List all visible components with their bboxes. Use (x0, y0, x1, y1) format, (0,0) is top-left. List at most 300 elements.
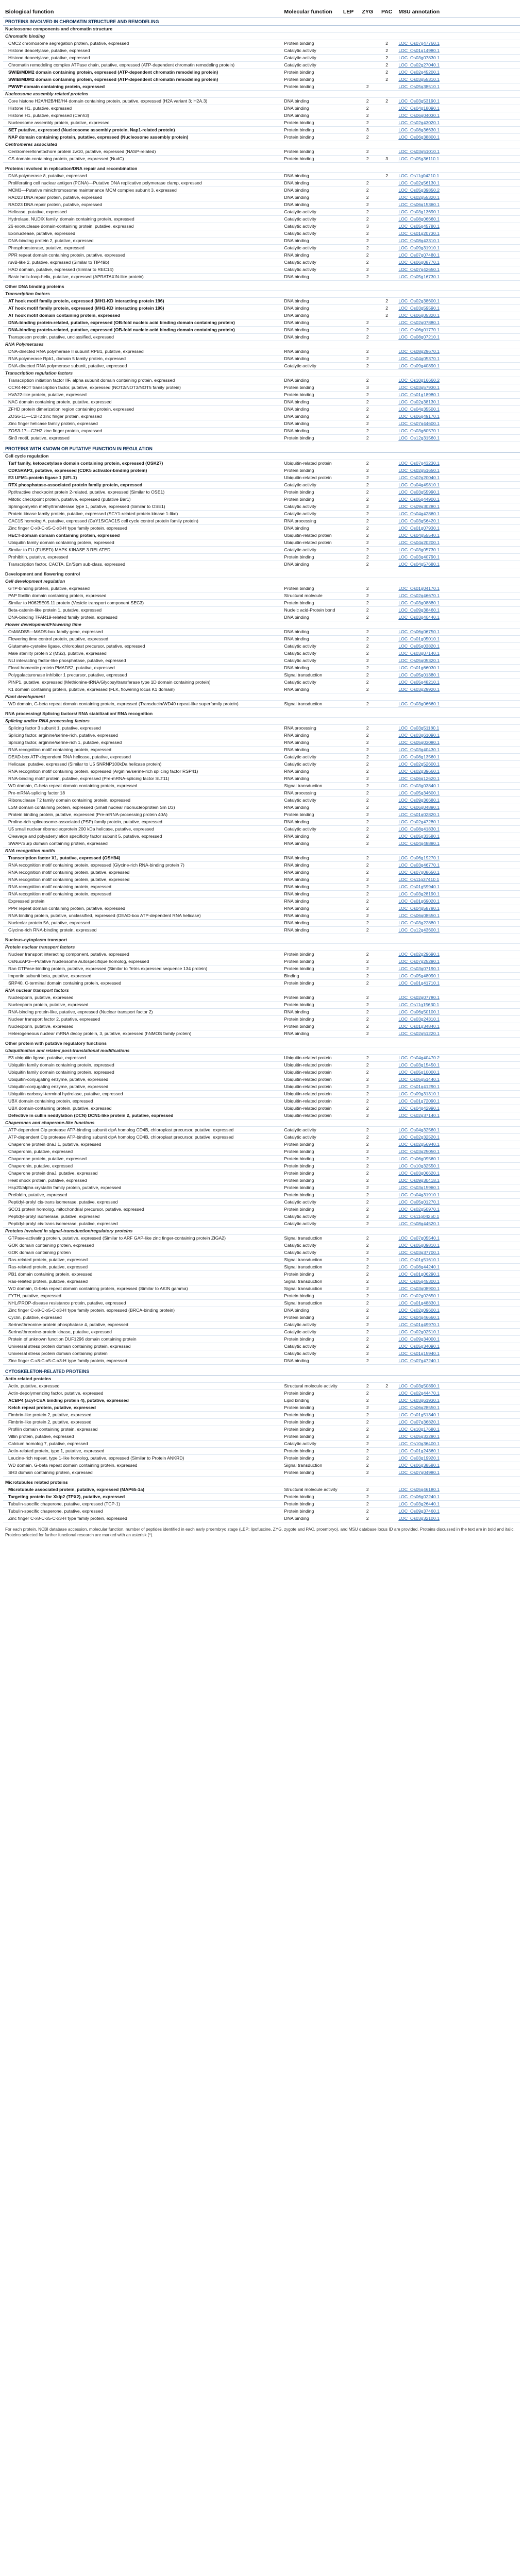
msu-annotation-cell[interactable]: LOC_Os07g36820.1 (396, 1419, 520, 1426)
pac-count-cell (377, 1278, 396, 1285)
pac-count-cell (377, 833, 396, 840)
msu-annotation-cell[interactable]: LOC_Os02g27040.1 (396, 62, 520, 69)
zyg-count-cell: 2 (358, 1002, 377, 1009)
biological-function-cell: Nucleoporin, putative, expressed (3, 1023, 282, 1030)
msu-annotation-cell[interactable]: LOC_Os06g08550.1 (396, 912, 520, 920)
msu-annotation-cell[interactable]: LOC_Os03g08900.1 (396, 1285, 520, 1293)
msu-annotation-cell[interactable]: LOC_Os04g46660.1 (396, 1314, 520, 1321)
msu-annotation-cell[interactable]: LOC_Os03g24310.1 (396, 1016, 520, 1023)
msu-annotation-cell[interactable]: LOC_Os03g26440.1 (396, 1501, 520, 1508)
msu-annotation-cell[interactable]: LOC_Os03g55990.1 (396, 489, 520, 496)
table-row (3, 869, 520, 876)
molecular-function-cell: RNA binding (282, 768, 339, 775)
msu-annotation-cell[interactable]: LOC_Os09g30418.1 (396, 1177, 520, 1184)
msu-annotation-cell[interactable]: LOC_Os03g61930.1 (396, 1397, 520, 1404)
lep-count-cell (339, 238, 358, 245)
pac-count-cell (377, 973, 396, 980)
msu-annotation-cell[interactable]: LOC_Os03g05730.1 (396, 547, 520, 554)
table-row (3, 327, 520, 334)
table-row (3, 69, 520, 76)
zyg-count-cell: 2 (358, 1329, 377, 1336)
molecular-function-cell: Signal transduction (282, 701, 339, 708)
msu-annotation-cell[interactable]: LOC_Os06g09560.1 (396, 1156, 520, 1163)
msu-annotation-cell[interactable]: LOC_Os01g48830.1 (396, 1300, 520, 1307)
msu-annotation-cell[interactable]: LOC_Os01g51340.1 (396, 1412, 520, 1419)
msu-annotation-cell[interactable]: LOC_Os05g44900.1 (396, 496, 520, 503)
biological-function-cell: Splicing factor, arginine/serine-rich 1, putative, expressed (3, 739, 282, 747)
msu-annotation-cell[interactable]: LOC_Os02g51650.1 (396, 467, 520, 474)
msu-annotation-cell[interactable]: LOC_Os10g16660.2 (396, 377, 520, 384)
msu-annotation-cell[interactable]: LOC_Os08g43310.1 (396, 238, 520, 245)
msu-annotation-cell[interactable]: LOC_Os10g17680.1 (396, 1426, 520, 1433)
table-row (3, 230, 520, 238)
zyg-count-cell: 2 (358, 1285, 377, 1293)
pac-count-cell (377, 420, 396, 428)
table-row (3, 1127, 520, 1134)
msu-annotation-cell[interactable]: LOC_Os05g01270.1 (396, 1199, 520, 1206)
msu-annotation-cell[interactable]: LOC_Os05g05320.1 (396, 657, 520, 665)
msu-annotation-cell[interactable]: LOC_Os03g15960.1 (396, 1184, 520, 1192)
msu-annotation-cell[interactable]: LOC_Os09g30280.1 (396, 503, 520, 511)
table-row (3, 1257, 520, 1264)
molecular-function-cell: Catalytic activity (282, 503, 339, 511)
msu-annotation-cell[interactable]: LOC_Os05g01380.1 (396, 672, 520, 679)
msu-annotation-cell[interactable]: LOC_Os09g31310.1 (396, 1091, 520, 1098)
msu-annotation-cell[interactable]: LOC_Os07g04980.1 (396, 1469, 520, 1477)
lep-count-cell (339, 725, 358, 732)
msu-annotation-cell[interactable]: LOC_Os01g51610.1 (396, 1257, 520, 1264)
msu-annotation-cell[interactable]: LOC_Os02g47280.1 (396, 819, 520, 826)
biological-function-cell: ZOS3-17—C2H2 zinc finger protein, expressed (3, 428, 282, 435)
pac-count-cell (377, 413, 396, 420)
molecular-function-cell: DNA binding (282, 194, 339, 201)
table-row (3, 1336, 520, 1343)
lep-count-cell (339, 120, 358, 127)
lep-count-cell (339, 467, 358, 474)
subsubsection-heading-row (3, 341, 520, 348)
table-row (3, 134, 520, 141)
table-row (3, 298, 520, 305)
msu-annotation-cell[interactable]: LOC_Os04g35500.1 (396, 406, 520, 413)
biological-function-cell: NHL/PROP-disease resistance protein, putative, expressed (3, 1300, 282, 1307)
msu-annotation-cell[interactable]: LOC_Os02g52600.1 (396, 761, 520, 768)
molecular-function-cell: Signal transduction (282, 1235, 339, 1242)
msu-annotation-cell[interactable]: LOC_Os03g53190.1 (396, 98, 520, 105)
msu-annotation-cell[interactable]: LOC_Os02g50970.1 (396, 1206, 520, 1213)
msu-annotation-cell[interactable]: LOC_Os06g05320.1 (396, 312, 520, 319)
zyg-count-cell: 2 (358, 1293, 377, 1300)
zyg-count-cell: 2 (358, 701, 377, 708)
msu-annotation-cell[interactable]: LOC_Os07g47760.1 (396, 40, 520, 47)
msu-annotation-cell[interactable]: LOC_Os06g12620.1 (396, 775, 520, 783)
msu-annotation-cell[interactable]: LOC_Os03g37700.1 (396, 1249, 520, 1257)
zyg-count-cell: 2 (358, 467, 377, 474)
msu-annotation-cell[interactable]: LOC_Os07g47240.1 (396, 1358, 520, 1365)
msu-annotation-cell[interactable]: LOC_Os01g59940.1 (396, 884, 520, 891)
biological-function-cell: RAD23 DNA repair protein, putative, expressed (3, 194, 282, 201)
msu-annotation-cell[interactable]: LOC_Os04g42860.1 (396, 511, 520, 518)
molecular-function-cell: Structural molecule activity (282, 1486, 339, 1494)
lep-count-cell (339, 1105, 358, 1112)
msu-annotation-cell[interactable]: LOC_Os08g07210.1 (396, 334, 520, 341)
molecular-function-cell: Catalytic activity (282, 761, 339, 768)
msu-annotation-cell[interactable]: LOC_Os04g55540.1 (396, 532, 520, 539)
msu-annotation-cell[interactable]: LOC_Os02g56130.1 (396, 180, 520, 187)
msu-annotation-cell[interactable]: LOC_Os02g02650.1 (396, 1293, 520, 1300)
msu-annotation-cell[interactable]: LOC_Os01g41710.1 (396, 980, 520, 987)
msu-annotation-cell[interactable]: LOC_Os11g04210.1 (396, 173, 520, 180)
pac-count-cell (377, 819, 396, 826)
msu-annotation-cell[interactable]: LOC_Os06g04890.1 (396, 804, 520, 811)
lep-count-cell (339, 672, 358, 679)
table-row (3, 209, 520, 216)
msu-annotation-cell[interactable]: LOC_Os01g02820.1 (396, 811, 520, 819)
msu-annotation-cell[interactable]: LOC_Os07g25290.1 (396, 958, 520, 965)
biological-function-cell: Actin-related protein, type 1, putative, expressed (3, 1448, 282, 1455)
pac-count-cell (377, 1448, 396, 1455)
biological-function-cell: Protein of unknown function DUF1296 domain containing protein (3, 1336, 282, 1343)
msu-annotation-cell[interactable]: LOC_Os04g32560.1 (396, 1127, 520, 1134)
msu-annotation-cell[interactable]: LOC_Os09g37460.1 (396, 1508, 520, 1515)
msu-annotation-cell[interactable]: LOC_Os02g07780.1 (396, 994, 520, 1002)
msu-annotation-cell[interactable]: LOC_Os06g38800.1 (396, 134, 520, 141)
zyg-count-cell: 3 (358, 127, 377, 134)
zyg-count-cell: 2 (358, 554, 377, 561)
msu-annotation-cell[interactable]: LOC_Os05g10000.1 (396, 1069, 520, 1076)
msu-annotation-cell[interactable]: LOC_Os03g60570.1 (396, 428, 520, 435)
molecular-function-cell: RNA binding (282, 920, 339, 927)
msu-annotation-cell[interactable]: LOC_Os08g41830.1 (396, 826, 520, 833)
msu-annotation-cell[interactable]: LOC_Os03g25050.1 (396, 1148, 520, 1156)
msu-annotation-cell[interactable]: LOC_Os01g06290.1 (396, 1271, 520, 1278)
msu-annotation-cell[interactable]: LOC_Os03g56420.1 (396, 518, 520, 525)
zyg-count-cell: 2 (358, 672, 377, 679)
msu-annotation-cell[interactable]: LOC_Os02g38600.1 (396, 298, 520, 305)
msu-annotation-cell[interactable]: LOC_Os01g14980.1 (396, 47, 520, 55)
msu-annotation-cell[interactable]: LOC_Os06g28550.1 (396, 1404, 520, 1412)
msu-annotation-cell[interactable]: LOC_Os03g03840.1 (396, 783, 520, 790)
lep-count-cell (339, 761, 358, 768)
lep-count-cell (339, 223, 358, 230)
table-row (3, 958, 520, 965)
msu-annotation-cell[interactable]: LOC_Os03g40790.1 (396, 554, 520, 561)
msu-annotation-cell[interactable]: LOC_Os06g38580.1 (396, 1462, 520, 1469)
msu-annotation-cell[interactable]: LOC_Os10g32550.1 (396, 1163, 520, 1170)
biological-function-cell: RNA recognition motif containing protein, expressed (3, 891, 282, 898)
msu-annotation-cell[interactable]: LOC_Os03g07140.1 (396, 650, 520, 657)
msu-annotation-cell[interactable]: LOC_Os05g09810.1 (396, 1242, 520, 1249)
zyg-count-cell: 2 (358, 1350, 377, 1358)
biological-function-cell: ACBP4 (acyl-CoA binding protein 4), putative, expressed (3, 1397, 282, 1404)
msu-annotation-cell[interactable]: LOC_Os07g42650.1 (396, 266, 520, 274)
msu-annotation-cell[interactable]: LOC_Os01g69020.1 (396, 898, 520, 905)
lep-count-cell (339, 312, 358, 319)
msu-annotation-cell[interactable]: LOC_Os04g42990.1 (396, 1105, 520, 1112)
biological-function-cell: Microtubule associated protein, putative, expressed (MAP65-1a) (3, 1486, 282, 1494)
msu-annotation-cell[interactable]: LOC_Os03g46770.1 (396, 862, 520, 869)
msu-annotation-cell[interactable]: LOC_Os10g36400.1 (396, 1440, 520, 1448)
msu-annotation-cell[interactable]: LOC_Os01g49970.1 (396, 1321, 520, 1329)
zyg-count-cell: 2 (358, 1105, 377, 1112)
msu-annotation-cell[interactable]: LOC_Os02g32520.1 (396, 1134, 520, 1141)
pac-count-cell (377, 636, 396, 643)
msu-annotation-cell[interactable]: LOC_Os06g08770.1 (396, 259, 520, 266)
lep-count-cell (339, 547, 358, 554)
lep-count-cell (339, 47, 358, 55)
lep-count-cell (339, 1343, 358, 1350)
molecular-function-cell: Catalytic activity (282, 259, 339, 266)
table-row (3, 905, 520, 912)
msu-annotation-cell[interactable]: LOC_Os08g36630.1 (396, 127, 520, 134)
msu-annotation-cell[interactable]: LOC_Os01g05010.1 (396, 636, 520, 643)
msu-annotation-cell[interactable]: LOC_Os02g51220.1 (396, 1030, 520, 1038)
msu-annotation-cell[interactable]: LOC_Os01g04170.1 (396, 585, 520, 592)
msu-annotation-cell[interactable]: LOC_Os09g40890.1 (396, 363, 520, 370)
msu-annotation-cell[interactable]: LOC_Os03g07190.1 (396, 965, 520, 973)
zyg-count-cell: 2 (358, 826, 377, 833)
lep-count-cell (339, 732, 358, 739)
msu-annotation-cell[interactable]: LOC_Os05g38510.1 (396, 83, 520, 91)
msu-annotation-cell[interactable]: LOC_Os04g18090.1 (396, 105, 520, 112)
zyg-count-cell: 2 (358, 460, 377, 467)
msu-annotation-cell[interactable]: LOC_Os07g43230.1 (396, 460, 520, 467)
msu-annotation-cell[interactable]: LOC_Os03g13690.1 (396, 209, 520, 216)
biological-function-cell: MCM3—Putative minichromosome maintenance MCM complex subunit 3, expressed (3, 187, 282, 194)
biological-function-cell: Ppt/tractive checkpoint protein 2-related, putative, expressed (Similar to OSE1) (3, 489, 282, 496)
lep-count-cell (339, 912, 358, 920)
msu-annotation-cell[interactable]: LOC_Os05g03080.1 (396, 739, 520, 747)
msu-annotation-cell[interactable]: LOC_Os03g08880.1 (396, 600, 520, 607)
zyg-count-cell: 2 (358, 334, 377, 341)
msu-annotation-cell[interactable]: LOC_Os03g40430.1 (396, 747, 520, 754)
pac-count-cell (377, 511, 396, 518)
biological-function-cell: K1 domain containing protein, putative, expressed (FLK, flowering locus K1 domain) (3, 686, 282, 693)
biological-function-cell: Heat shock protein, putative, expressed (3, 1177, 282, 1184)
msu-annotation-cell[interactable]: LOC_Os06g50100.1 (396, 1009, 520, 1016)
msu-annotation-cell[interactable]: LOC_Os01g41290.1 (396, 1083, 520, 1091)
msu-annotation-cell[interactable]: LOC_Os05g48210.1 (396, 679, 520, 686)
msu-annotation-cell[interactable]: LOC_Os02g02510.1 (396, 1329, 520, 1336)
biological-function-cell: Zinc finger C-x8-C-x5-C-x3-H type family protein, expressed (3, 1358, 282, 1365)
msu-annotation-cell[interactable]: LOC_Os04g40470.2 (396, 1055, 520, 1062)
msu-annotation-cell[interactable]: LOC_Os05g48090.1 (396, 973, 520, 980)
msu-annotation-cell[interactable]: LOC_Os02g39660.1 (396, 768, 520, 775)
msu-annotation-cell[interactable]: LOC_Os02g29690.1 (396, 951, 520, 958)
biological-function-cell: RNA recognition motif containing protein, expressed (3, 884, 282, 891)
zyg-count-cell: 2 (358, 1433, 377, 1440)
msu-annotation-cell[interactable]: LOC_Os03g28190.1 (396, 891, 520, 898)
msu-annotation-cell[interactable]: LOC_Os03g32100.1 (396, 1515, 520, 1522)
lep-count-cell (339, 148, 358, 156)
table-row (3, 980, 520, 987)
msu-annotation-cell[interactable]: LOC_Os01g20730.1 (396, 230, 520, 238)
msu-annotation-cell[interactable]: LOC_Os03g51010.1 (396, 148, 520, 156)
msu-annotation-cell[interactable]: LOC_Os04g20200.1 (396, 539, 520, 547)
biological-function-cell: Exonuclease, putative, expressed (3, 230, 282, 238)
msu-annotation-cell[interactable]: LOC_Os06g15360.1 (396, 201, 520, 209)
msu-annotation-cell[interactable]: LOC_Os02g07880.1 (396, 319, 520, 327)
biological-function-cell: ZFHD protein dimerization region containing protein, expressed (3, 406, 282, 413)
msu-annotation-cell[interactable]: LOC_Os03g40440.1 (396, 614, 520, 621)
msu-annotation-cell[interactable]: LOC_Os04g05370.1 (396, 355, 520, 363)
msu-annotation-cell[interactable]: LOC_Os04g31910.1 (396, 1192, 520, 1199)
msu-annotation-cell[interactable]: LOC_Os06g06750.1 (396, 629, 520, 636)
zyg-count-cell: 2 (358, 112, 377, 120)
zyg-count-cell: 2 (358, 561, 377, 568)
msu-annotation-cell[interactable]: LOC_Os06g49170.1 (396, 413, 520, 420)
msu-annotation-cell[interactable]: LOC_Os02g46670.1 (396, 592, 520, 600)
msu-annotation-cell[interactable]: LOC_Os05g39850.2 (396, 187, 520, 194)
msu-annotation-cell[interactable]: LOC_Os11g15630.1 (396, 1002, 520, 1009)
pac-count-cell (377, 732, 396, 739)
msu-annotation-cell[interactable]: LOC_Os02g55320.1 (396, 194, 520, 201)
molecular-function-cell: RNA processing (282, 518, 339, 525)
msu-annotation-cell[interactable]: LOC_Os03g57930.1 (396, 384, 520, 392)
msu-annotation-cell[interactable]: LOC_Os03g22880.1 (396, 920, 520, 927)
pac-count-cell (377, 1076, 396, 1083)
zyg-count-cell: 2 (358, 482, 377, 489)
lep-count-cell (339, 245, 358, 252)
pac-count-cell: 2 (377, 47, 396, 55)
msu-annotation-cell[interactable]: LOC_Os12g43600.1 (396, 927, 520, 934)
biological-function-cell: Protein binding protein, putative, expressed (Pre-mRNA-processing protein 40A) (3, 811, 282, 819)
zyg-count-cell: 2 (358, 327, 377, 334)
msu-annotation-cell[interactable]: LOC_Os01g66030.1 (396, 665, 520, 672)
pac-count-cell (377, 252, 396, 259)
msu-annotation-cell[interactable]: LOC_Os03g61090.1 (396, 732, 520, 739)
msu-annotation-cell[interactable]: LOC_Os03g19920.1 (396, 1455, 520, 1462)
msu-annotation-cell[interactable]: LOC_Os05g34090.1 (396, 1343, 520, 1350)
lep-count-cell (339, 840, 358, 848)
msu-annotation-cell[interactable]: LOC_Os04g49810.1 (396, 482, 520, 489)
msu-annotation-cell[interactable]: LOC_Os06g01770.1 (396, 327, 520, 334)
msu-annotation-cell[interactable]: LOC_Os06g02240.1 (396, 1494, 520, 1501)
msu-annotation-cell[interactable]: LOC_Os09g36680.1 (396, 797, 520, 804)
msu-annotation-cell[interactable]: LOC_Os01g34840.1 (396, 1023, 520, 1030)
pac-count-cell (377, 811, 396, 819)
msu-annotation-cell[interactable]: LOC_Os06g19270.1 (396, 855, 520, 862)
msu-annotation-cell[interactable]: LOC_Os07g07480.1 (396, 252, 520, 259)
msu-annotation-cell[interactable]: LOC_Os08g13560.1 (396, 754, 520, 761)
table-row (3, 819, 520, 826)
table-row (3, 1002, 520, 1009)
msu-annotation-cell[interactable]: LOC_Os03g59590.1 (396, 305, 520, 312)
molecular-function-cell: RNA processing (282, 790, 339, 797)
biological-function-cell: Histone deacetylase, putative, expressed (3, 47, 282, 55)
msu-annotation-cell[interactable]: LOC_Os03g55310.1 (396, 76, 520, 83)
msu-annotation-cell[interactable]: LOC_Os02g20040.1 (396, 474, 520, 482)
table-row (3, 884, 520, 891)
msu-annotation-cell[interactable]: LOC_Os08g06660.1 (396, 216, 520, 223)
table-row (3, 1293, 520, 1300)
pac-count-cell (377, 1300, 396, 1307)
table-row (3, 973, 520, 980)
msu-annotation-cell[interactable]: LOC_Os05g33290.1 (396, 1433, 520, 1440)
msu-annotation-cell[interactable]: LOC_Os08g29670.1 (396, 348, 520, 355)
msu-annotation-cell[interactable]: LOC_Os06g04030.1 (396, 112, 520, 120)
pac-count-cell (377, 83, 396, 91)
msu-annotation-cell[interactable]: LOC_Os07g08650.1 (396, 869, 520, 876)
msu-annotation-cell[interactable]: LOC_Os03g06620.1 (396, 1170, 520, 1177)
msu-annotation-cell[interactable]: LOC_Os08g44520.1 (396, 1221, 520, 1228)
pac-count-cell (377, 460, 396, 467)
msu-annotation-cell[interactable]: LOC_Os02g43020.1 (396, 120, 520, 127)
msu-annotation-cell[interactable]: LOC_Os01g72090.1 (396, 1098, 520, 1105)
lep-count-cell (339, 1264, 358, 1271)
msu-annotation-cell[interactable]: LOC_Os03g50890.1 (396, 1383, 520, 1390)
msu-annotation-cell[interactable]: LOC_Os03g07830.1 (396, 55, 520, 62)
msu-annotation-cell[interactable]: LOC_Os05g16730.1 (396, 274, 520, 281)
msu-annotation-cell[interactable]: LOC_Os02g09600.1 (396, 1307, 520, 1314)
pac-count-cell: 2 (377, 298, 396, 305)
molecular-function-cell: Protein binding (282, 951, 339, 958)
msu-annotation-cell[interactable]: LOC_Os05g45780.1 (396, 223, 520, 230)
msu-annotation-cell[interactable]: LOC_Os04g48880.1 (396, 840, 520, 848)
msu-annotation-cell[interactable]: LOC_Os11g37410.1 (396, 876, 520, 884)
zyg-count-cell: 2 (358, 148, 377, 156)
msu-annotation-cell[interactable]: LOC_Os03g06660.1 (396, 701, 520, 708)
msu-annotation-cell[interactable]: LOC_Os01g18980.1 (396, 392, 520, 399)
msu-annotation-cell[interactable]: LOC_Os02g44470.1 (396, 1390, 520, 1397)
zyg-count-cell: 2 (358, 1515, 377, 1522)
msu-annotation-cell[interactable]: LOC_Os03g15450.1 (396, 1062, 520, 1069)
molecular-function-cell: DNA binding (282, 173, 339, 180)
subsubsection-heading-row (3, 1120, 520, 1127)
pac-count-cell (377, 1343, 396, 1350)
lep-count-cell (339, 435, 358, 442)
lep-count-cell (339, 173, 358, 180)
msu-annotation-cell[interactable]: LOC_Os09g34000.1 (396, 1336, 520, 1343)
msu-annotation-cell[interactable]: LOC_Os03g29920.1 (396, 686, 520, 693)
zyg-count-cell: 2 (358, 833, 377, 840)
molecular-function-cell: Catalytic activity (282, 754, 339, 761)
msu-annotation-cell[interactable]: LOC_Os07g44600.1 (396, 420, 520, 428)
msu-annotation-cell[interactable]: LOC_Os05g34600.1 (396, 790, 520, 797)
msu-annotation-cell[interactable]: LOC_Os07g05540.1 (396, 1235, 520, 1242)
msu-annotation-cell[interactable]: LOC_Os05g36110.1 (396, 156, 520, 163)
msu-annotation-cell[interactable]: LOC_Os05g45300.1 (396, 1278, 520, 1285)
msu-annotation-cell[interactable]: LOC_Os01g07930.1 (396, 525, 520, 532)
msu-annotation-cell[interactable]: LOC_Os11g04250.1 (396, 1213, 520, 1221)
pac-count-cell (377, 334, 396, 341)
msu-annotation-cell[interactable]: LOC_Os05g51440.1 (396, 1076, 520, 1083)
table-row (3, 1307, 520, 1314)
msu-annotation-cell[interactable]: LOC_Os09g31910.1 (396, 245, 520, 252)
zyg-count-cell: 2 (358, 614, 377, 621)
pac-count-cell (377, 826, 396, 833)
msu-annotation-cell[interactable]: LOC_Os02g38130.1 (396, 399, 520, 406)
msu-annotation-cell[interactable]: LOC_Os12g31560.1 (396, 435, 520, 442)
msu-annotation-cell[interactable]: LOC_Os05g33580.1 (396, 833, 520, 840)
msu-annotation-cell[interactable]: LOC_Os02g37140.1 (396, 1112, 520, 1120)
msu-annotation-cell[interactable]: LOC_Os09g38460.1 (396, 607, 520, 614)
msu-annotation-cell[interactable]: LOC_Os04g57680.1 (396, 561, 520, 568)
msu-annotation-cell[interactable]: LOC_Os01g24360.1 (396, 1448, 520, 1455)
msu-annotation-cell[interactable]: LOC_Os05g46180.1 (396, 1486, 520, 1494)
msu-annotation-cell[interactable]: LOC_Os02g45200.1 (396, 69, 520, 76)
table-row (3, 629, 520, 636)
zyg-count-cell: 2 (358, 156, 377, 163)
msu-annotation-cell[interactable]: LOC_Os01g15940.1 (396, 1350, 520, 1358)
lep-count-cell (339, 1329, 358, 1336)
zyg-count-cell: 2 (358, 134, 377, 141)
msu-annotation-cell[interactable]: LOC_Os08g44240.1 (396, 1264, 520, 1271)
msu-annotation-cell[interactable]: LOC_Os02g56940.1 (396, 1141, 520, 1148)
msu-annotation-cell[interactable]: LOC_Os03g51180.1 (396, 725, 520, 732)
biological-function-cell: DEAD-box ATP-dependent RNA helicase, putative, expressed (3, 754, 282, 761)
msu-annotation-cell[interactable]: LOC_Os04g58780.1 (396, 905, 520, 912)
msu-annotation-cell[interactable]: LOC_Os05g03820.1 (396, 643, 520, 650)
